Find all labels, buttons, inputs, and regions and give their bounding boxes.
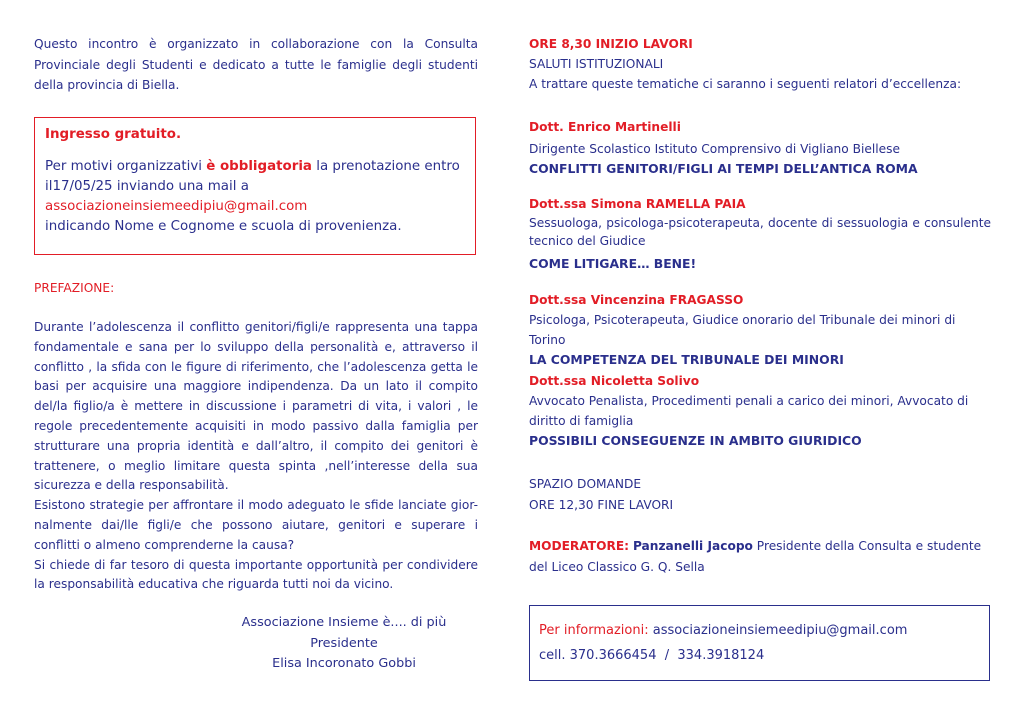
registration-text [45, 157, 465, 197]
free-entry-title: Ingresso gratuito. [45, 127, 182, 142]
speaker-talk: POSSIBILI CONSEGUENZE IN AMBITO GIURIDICO [529, 433, 862, 448]
questions-session: SPAZIO DOMANDE [529, 477, 642, 491]
contact-label: Per informazioni: [539, 623, 649, 638]
preface-paragraph-2: Esistono strategie per affrontare il modo adeguato le sfide lanciate gior-nalmente dai/lle figli/e che possono aiutare, genitori e superare i conflitti o almeno comprenderne la causa? [34, 498, 478, 552]
start-time: ORE 8,30 INIZIO LAVORI [529, 37, 693, 51]
speaker-name: Dott.ssa Vincenzina FRAGASSO [529, 293, 744, 307]
contact-box [529, 605, 990, 681]
speaker-role: Psicologa, Psicoterapeuta, Giudice onorario del Tribunale dei minori di Torino [529, 313, 956, 347]
speakers-intro: A trattare queste tematiche ci saranno i seguenti relatori d’eccellenza: [529, 77, 962, 91]
intro-text: Questo incontro è organizzato in collaborazione con la Consulta Provinciale degli Studenti e dedicato a tutte le famiglie degli studenti della provincia di Biella. [34, 37, 478, 92]
registration-text-c: la prenotazione entro il17/05/25 inviando una mail a [45, 159, 460, 194]
registration-instructions: indicando Nome e Cognome e scuola di provenienza. [45, 219, 402, 234]
speaker-3 [529, 290, 991, 370]
mandatory-text: è obbligatoria [206, 159, 312, 174]
moderator [529, 536, 991, 578]
signature [214, 613, 474, 675]
moderator-label: MODERATORE: [529, 539, 630, 553]
preface-paragraph-3: Si chiede di far tesoro di questa importante opportunità per condividere la responsabilità educativa che riguarda tutti noi da vicino. [34, 557, 478, 592]
registration-text-a: Per motivi organizzativi [45, 159, 207, 174]
preface-title: PREFAZIONE: [34, 281, 115, 295]
speaker-name: Dott. Enrico Martinelli [529, 120, 681, 134]
speaker-4 [529, 371, 991, 451]
speaker-name: Dott.ssa Nicoletta Solivo [529, 374, 700, 388]
signature-role: Presidente [310, 635, 378, 651]
speaker-1 [529, 117, 991, 179]
contact-email-link[interactable]: associazioneinsiemeedipiu@gmail.com [652, 623, 908, 638]
program-header [529, 34, 991, 94]
contact-phone: cell. 370.3666454 / 334.3918124 [539, 648, 765, 663]
contact-info [539, 618, 980, 643]
speaker-role: Avvocato Penalista, Procedimenti penali a carico dei minori, Avvocato di diritto di famiglia [529, 394, 969, 428]
speaker-talk: CONFLITTI GENITORI/FIGLI AI TEMPI DELL’ANTICA ROMA [529, 161, 918, 176]
speaker-2 [529, 194, 991, 274]
speaker-talk: COME LITIGARE… BENE! [529, 256, 697, 271]
registration-box [34, 117, 476, 255]
moderator-description: Presidente della Consulta e studente del Liceo Classico G. Q. Sella [529, 539, 982, 574]
moderator-name: Panzanelli Jacopo [632, 539, 753, 553]
signature-org: Associazione Insieme è.... di più [241, 615, 447, 630]
moderator-block [529, 536, 991, 578]
closing-block [529, 474, 991, 516]
preface-paragraph-1: Durante l’adolescenza il conflitto genitori/figli/e rappresenta una tappa fondamentale e sana per lo sviluppo della personalità e, attraverso il conflitto , la sfida con le figure di riferimento, che l’adolescenza getta le basi per acquisire una maggiore indipendenza. Da un lato il compito del/la figlio/a è mettere in discussione i parametri di vita, i valori , le regole precedentemente acquisiti in modo passivo dalla famiglia per strutturare una propria identità e dall’altro, il compito dei genitori è trattenere, o meglio limitare questa spinta ,nell’interesse della sua sicurezza e della responsabilità. [34, 320, 478, 493]
preface-body [34, 318, 478, 595]
speaker-role: Dirigente Scolastico Istituto Comprensivo di Vigliano Biellese [529, 142, 900, 156]
institutional-greetings: SALUTI ISTITUZIONALI [529, 57, 664, 71]
speaker-name: Dott.ssa Simona RAMELLA PAIA [529, 197, 746, 211]
end-time: ORE 12,30 FINE LAVORI [529, 498, 674, 512]
signature-name: Elisa Incoronato Gobbi [272, 656, 416, 671]
speaker-role: Sessuologa, psicologa-psicoterapeuta, docente di sessuologia e consulente tecnico del Giudice [529, 216, 991, 248]
registration-email-link[interactable]: associazioneinsiemeedipiu@gmail.com [45, 199, 308, 214]
speaker-talk: LA COMPETENZA DEL TRIBUNALE DEI MINORI [529, 352, 844, 367]
